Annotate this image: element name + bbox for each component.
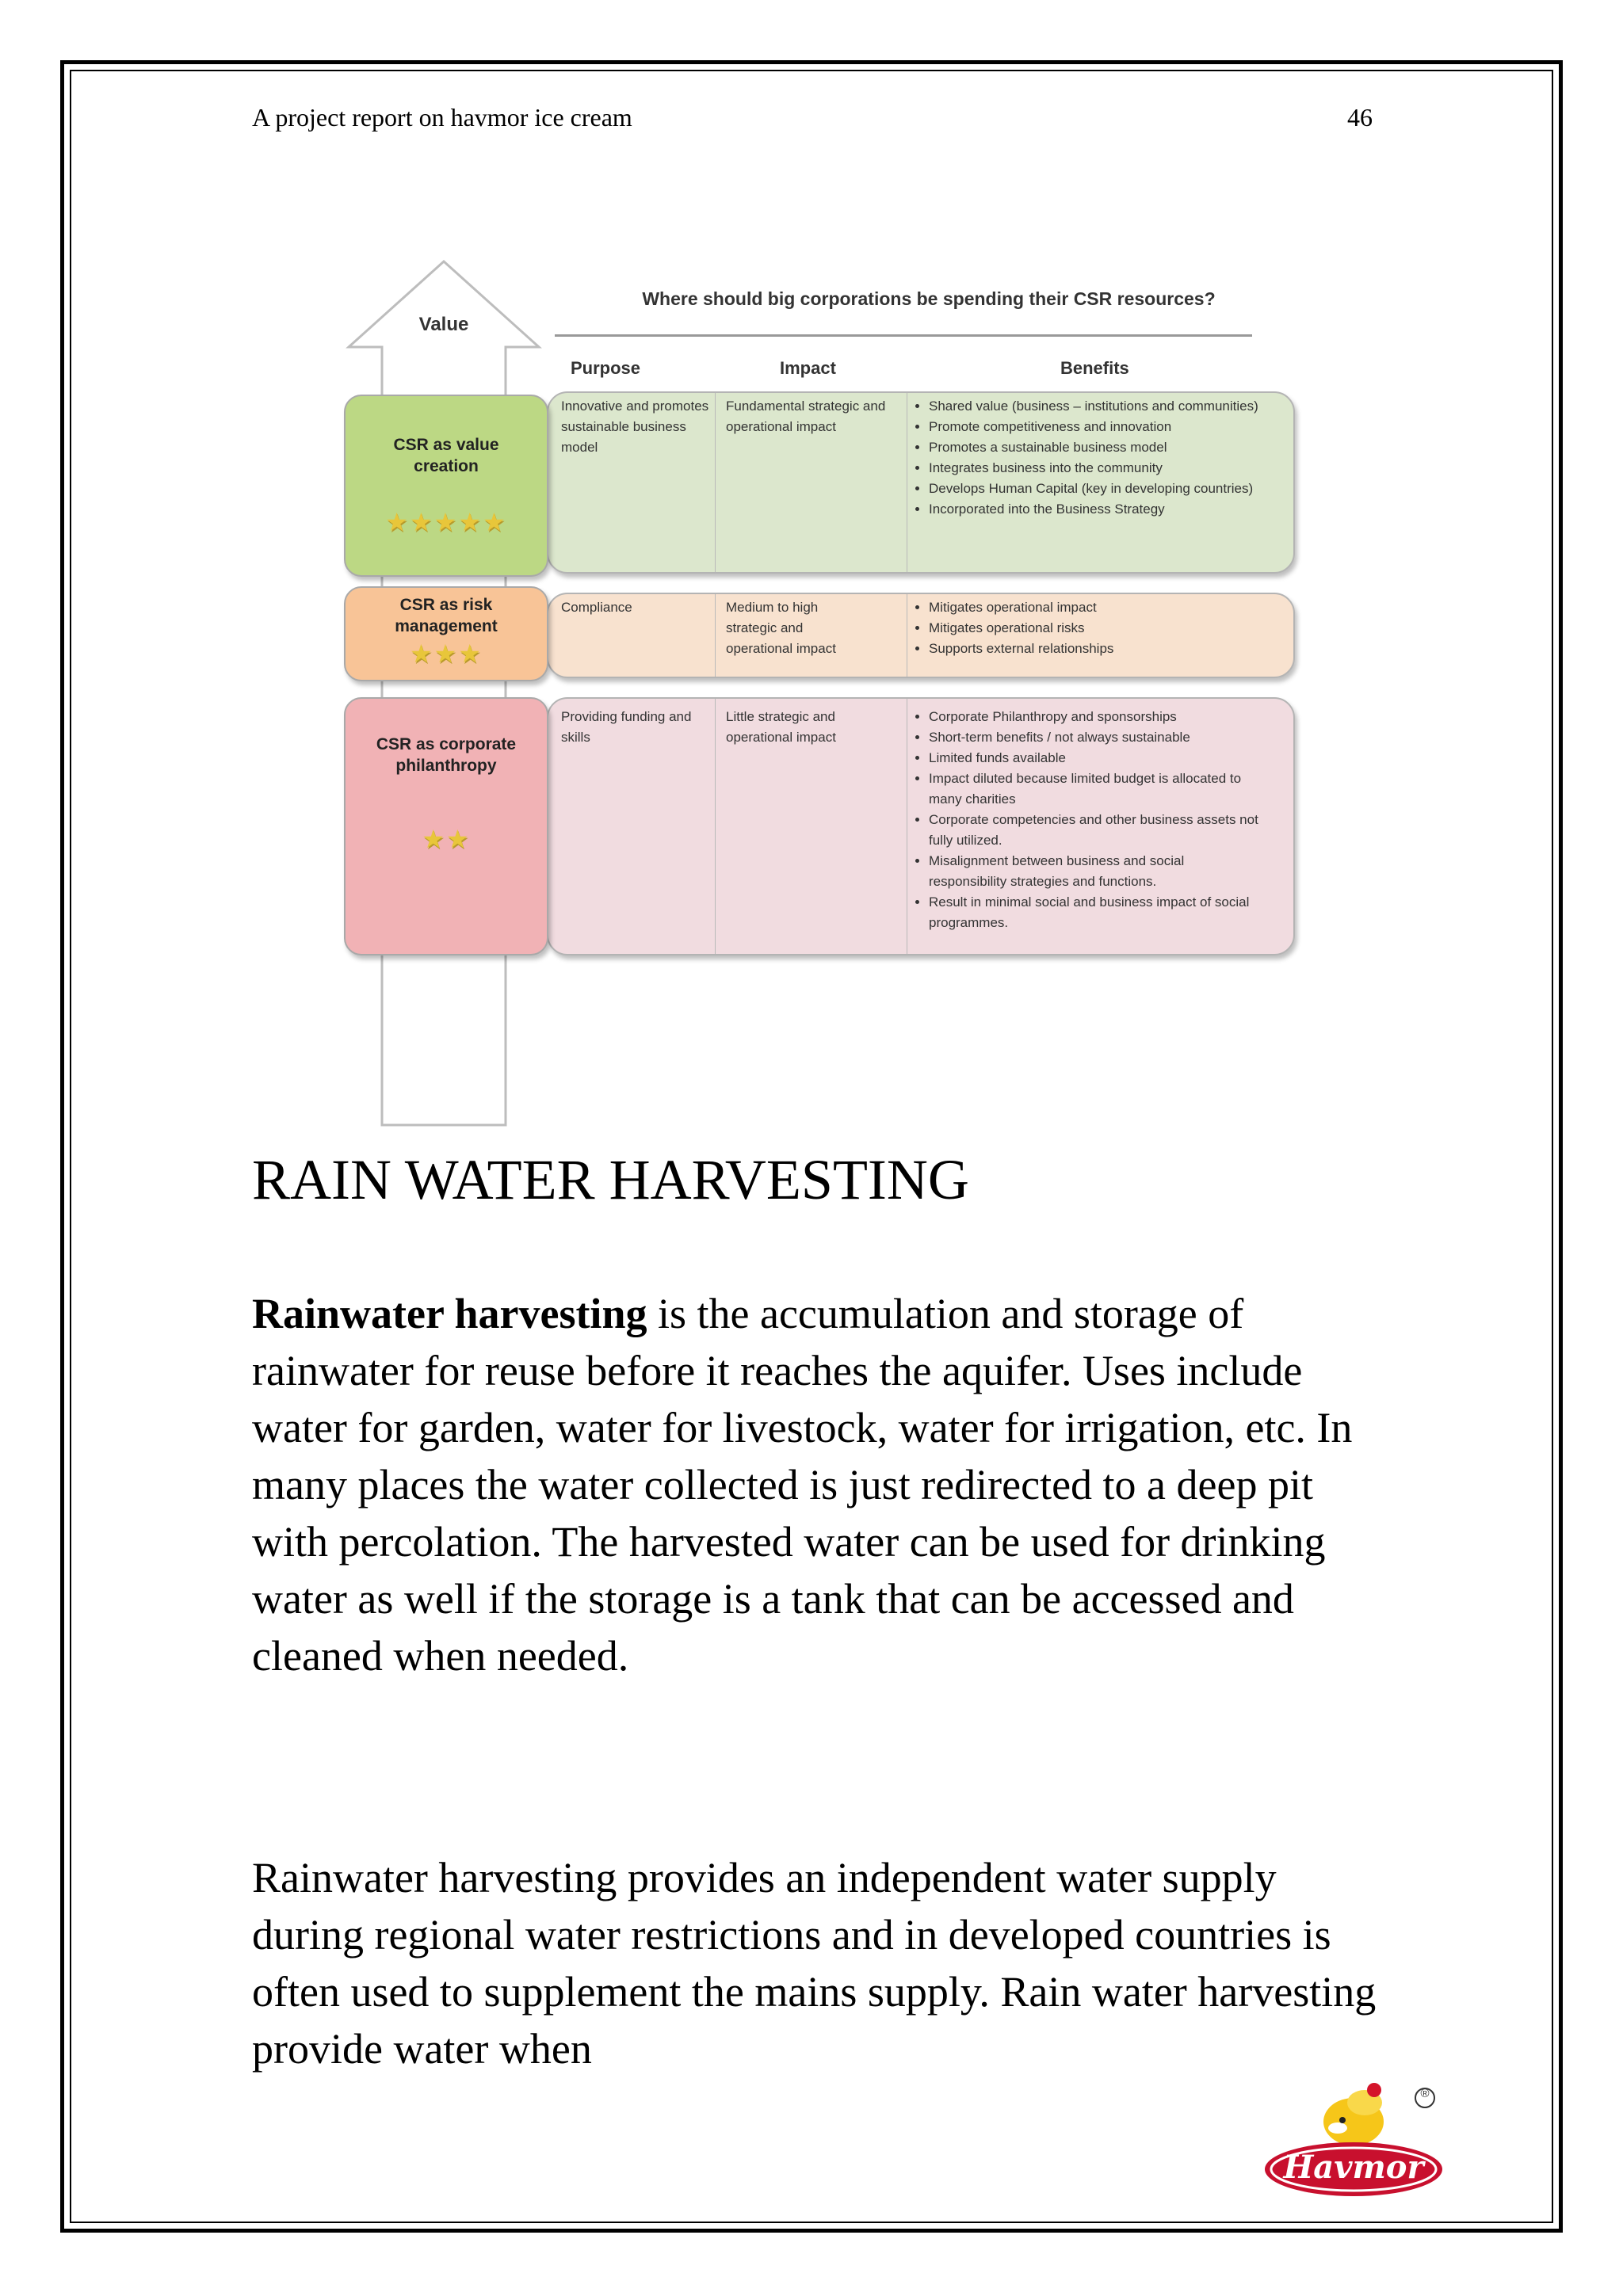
impact-cell: Fundamental strategic and operational impact [726, 399, 886, 434]
benefit-item: • Limited funds available [929, 748, 1262, 769]
title-rule [555, 334, 1252, 337]
benefit-item: • Impact diluted because limited budget is allocated to many charities [929, 769, 1262, 810]
star-rating-icon: ★★★★★ [385, 508, 507, 536]
benefit-item: • Mitigates operational impact [929, 597, 1262, 618]
benefit-item: • Supports external relationships [929, 639, 1262, 659]
row-label-corporate-philanthropy [344, 697, 548, 955]
benefit-item: • Integrates business into the community [929, 458, 1262, 479]
column-header-impact: Impact [780, 358, 836, 378]
benefit-item: • Result in minimal social and business impact of social programmes. [929, 892, 1262, 933]
logo-brand-text: Havmor [1283, 2149, 1424, 2186]
benefits-cell [913, 597, 1262, 659]
figure-title: Where should big corporations be spending their CSR resources? [642, 288, 1216, 309]
benefit-item: • Incorporated into the Business Strategy [929, 499, 1262, 520]
star-rating-icon: ★★ [422, 825, 471, 853]
purpose-cell: Providing funding and skills [561, 709, 692, 745]
star-rating-icon: ★★★ [409, 639, 483, 668]
benefit-item: • Corporate competencies and other business assets not fully utilized. [929, 810, 1262, 851]
paragraph-1-text: is the accumulation and storage of rainwater for reuse before it reaches the aquifer. Uses include water for garden, water for livestock, water for irrigation, etc. In many places the water collected is just redirected to a deep pit with percolation. The harvested water can be used for drinking water as well if the storage is a tank that can be accessed and cleaned when needed. [252, 1290, 1353, 1680]
row-label-value-creation [344, 395, 548, 577]
csr-figure [333, 254, 1308, 1141]
benefit-item: • Promotes a sustainable business model [929, 437, 1262, 458]
benefit-item: • Corporate Philanthropy and sponsorships [929, 707, 1262, 727]
benefits-cell [913, 707, 1262, 933]
row-label-text: CSR as value creation [393, 436, 499, 475]
column-header-benefits: Benefits [1060, 358, 1129, 378]
benefit-item: • Short-term benefits / not always sustainable [929, 727, 1262, 748]
benefits-cell [913, 396, 1262, 520]
paragraph-1 [252, 1285, 1377, 1684]
impact-cell: Little strategic and operational impact [726, 709, 836, 745]
benefit-item: • Misalignment between business and social responsibility strategies and functions. [929, 851, 1262, 892]
benefit-item: • Promote competitiveness and innovation [929, 417, 1262, 437]
running-header: A project report on havmor ice cream [252, 103, 632, 132]
section-heading: RAIN WATER HARVESTING [252, 1148, 969, 1211]
impact-cell: Medium to high strategic and operational impact [726, 600, 836, 656]
purpose-cell: Innovative and promotes sustainable business model [561, 399, 709, 455]
term-bold: Rainwater harvesting [252, 1290, 647, 1337]
benefit-item: • Shared value (business – institutions and communities) [929, 396, 1262, 417]
row-label-text: CSR as corporate philanthropy [376, 735, 517, 775]
arrow-label: Value [418, 314, 469, 335]
logo-registered-mark: ® [1420, 2087, 1430, 2100]
row-label-text: CSR as risk management [395, 596, 498, 635]
havmor-logo [1260, 2076, 1458, 2206]
page-number: 46 [1347, 103, 1373, 132]
column-header-purpose: Purpose [571, 358, 641, 378]
benefit-item: • Develops Human Capital (key in developing countries) [929, 479, 1262, 499]
benefit-item: • Mitigates operational risks [929, 618, 1262, 639]
purpose-cell: Compliance [561, 600, 632, 615]
row-label-risk-management [344, 586, 548, 681]
paragraph-2: Rainwater harvesting provides an independent water supply during regional water restrictions and in developed countries is often used to supplement the mains supply. Rain water harvesting provide water when [252, 1854, 1377, 2073]
